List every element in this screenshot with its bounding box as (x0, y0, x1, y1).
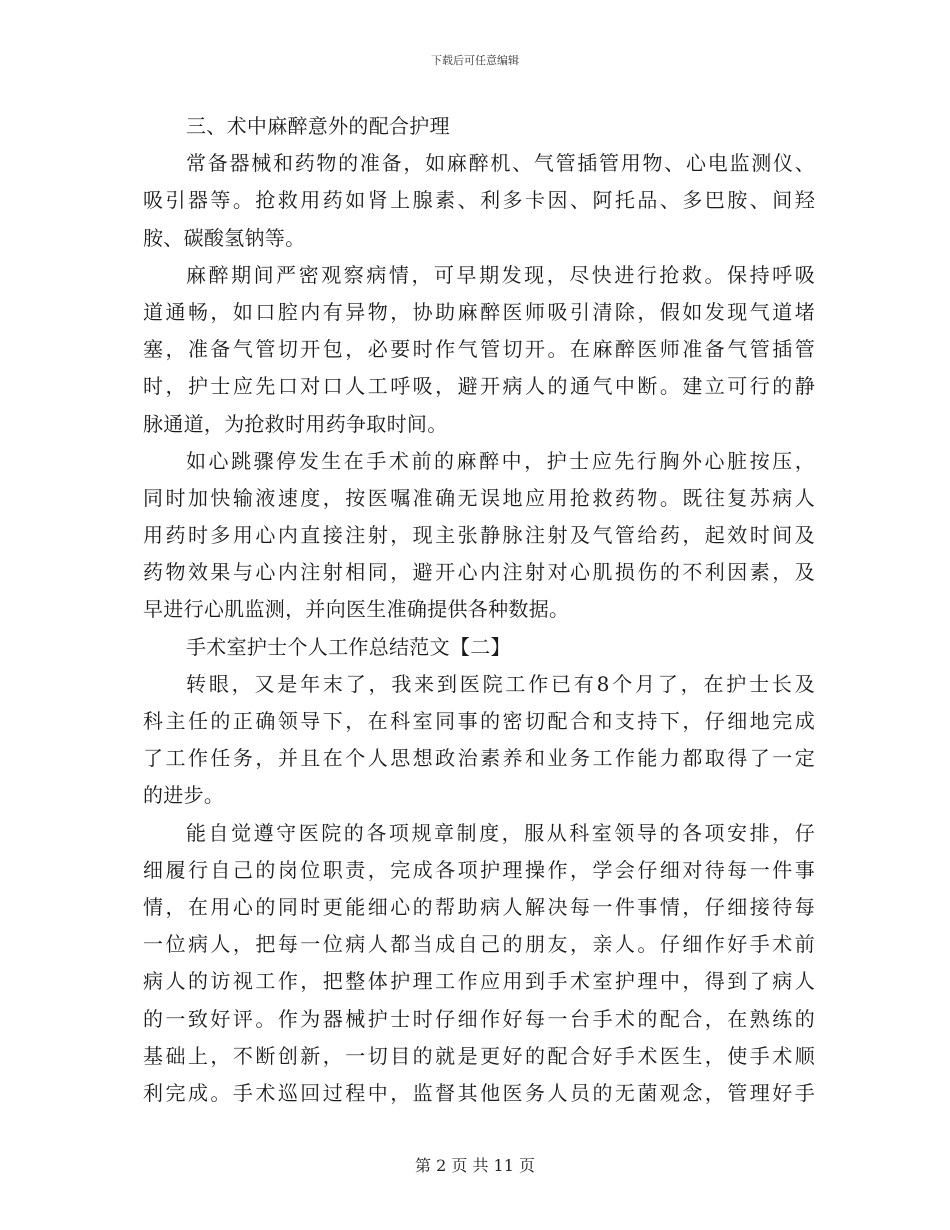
paragraph-line: 同时加快输液速度，按医嘱准确无误地应用抢救药物。既往复苏病人 (143, 485, 815, 510)
paragraph-line: 基础上，不断创新，一切目的就是更好的配合好手术医生，使手术顺 (143, 1043, 815, 1068)
paragraph-line: 了工作任务，并且在个人思想政治素养和业务工作能力都取得了一定 (143, 746, 815, 771)
paragraph-line: 情，在用心的同时更能细心的帮助病人解决每一件事情，仔细接待每 (143, 894, 815, 919)
paragraph-line: 药物效果与心内注射相同，避开心内注射对心肌损伤的不利因素，及 (143, 560, 815, 585)
paragraph-line: 麻醉期间严密观察病情，可早期发现，尽快进行抢救。保持呼吸 (186, 262, 815, 287)
section-heading: 三、术中麻醉意外的配合护理 (186, 114, 450, 138)
paragraph-line: 道通畅，如口腔内有异物，协助麻醉医师吸引清除，假如发现气道堵 (143, 299, 815, 324)
paragraph-line: 一位病人，把每一位病人都当成自己的朋友，亲人。仔细作好手术前 (143, 932, 815, 957)
paragraph-line: 脉通道，为抢救时用药争取时间。 (143, 411, 448, 436)
paragraph-line: 时，护士应先口对口人工呼吸，避开病人的通气中断。建立可行的静 (143, 374, 815, 399)
paragraph-line: 常备器械和药物的准备，如麻醉机、气管插管用物、心电监测仪、 (186, 151, 815, 176)
paragraph-line: 塞，准备气管切开包，必要时作气管切开。在麻醉医师准备气管插管 (143, 337, 815, 362)
paragraph-line: 早进行心肌监测，并向医生准确提供各种数据。 (143, 597, 570, 622)
paragraph-line: 病人的访视工作，把整体护理工作应用到手术室护理中，得到了病人 (143, 969, 815, 994)
paragraph-line: 的一致好评。作为器械护士时仔细作好每一台手术的配合，在熟练的 (143, 1006, 815, 1031)
paragraph-line: 如心跳骤停发生在手术前的麻醉中，护士应先行胸外心脏按压， (186, 448, 815, 473)
page-number-footer: 第 2 页 共 11 页 (415, 1156, 535, 1175)
paragraph-line: 细履行自己的岗位职责，完成各项护理操作，学会仔细对待每一件事 (143, 857, 815, 882)
paragraph-line: 用药时多用心内直接注射，现主张静脉注射及气管给药，起效时间及 (143, 523, 815, 548)
paragraph-line: 能自觉遵守医院的各项规章制度，服从科室领导的各项安排，仔 (186, 820, 815, 845)
paragraph-line: 胺、碳酸氢钠等。 (143, 225, 306, 250)
paragraph-line: 转眼，又是年末了，我来到医院工作已有8个月了，在护士长及 (186, 671, 815, 696)
paragraph-line: 科主任的正确领导下，在科室同事的密切配合和支持下，仔细地完成 (143, 709, 815, 733)
paragraph-line: 的进步。 (143, 783, 225, 808)
document-body (143, 108, 815, 1112)
page-header-note: 下载后可任意编辑 (431, 54, 519, 67)
paragraph-line: 利完成。手术巡回过程中，监督其他医务人员的无菌观念，管理好手 (143, 1080, 815, 1105)
section-heading: 手术室护士个人工作总结范文【二】 (186, 634, 511, 659)
paragraph-line: 吸引器等。抢救用药如肾上腺素、利多卡因、阿托品、多巴胺、间羟 (143, 188, 815, 213)
